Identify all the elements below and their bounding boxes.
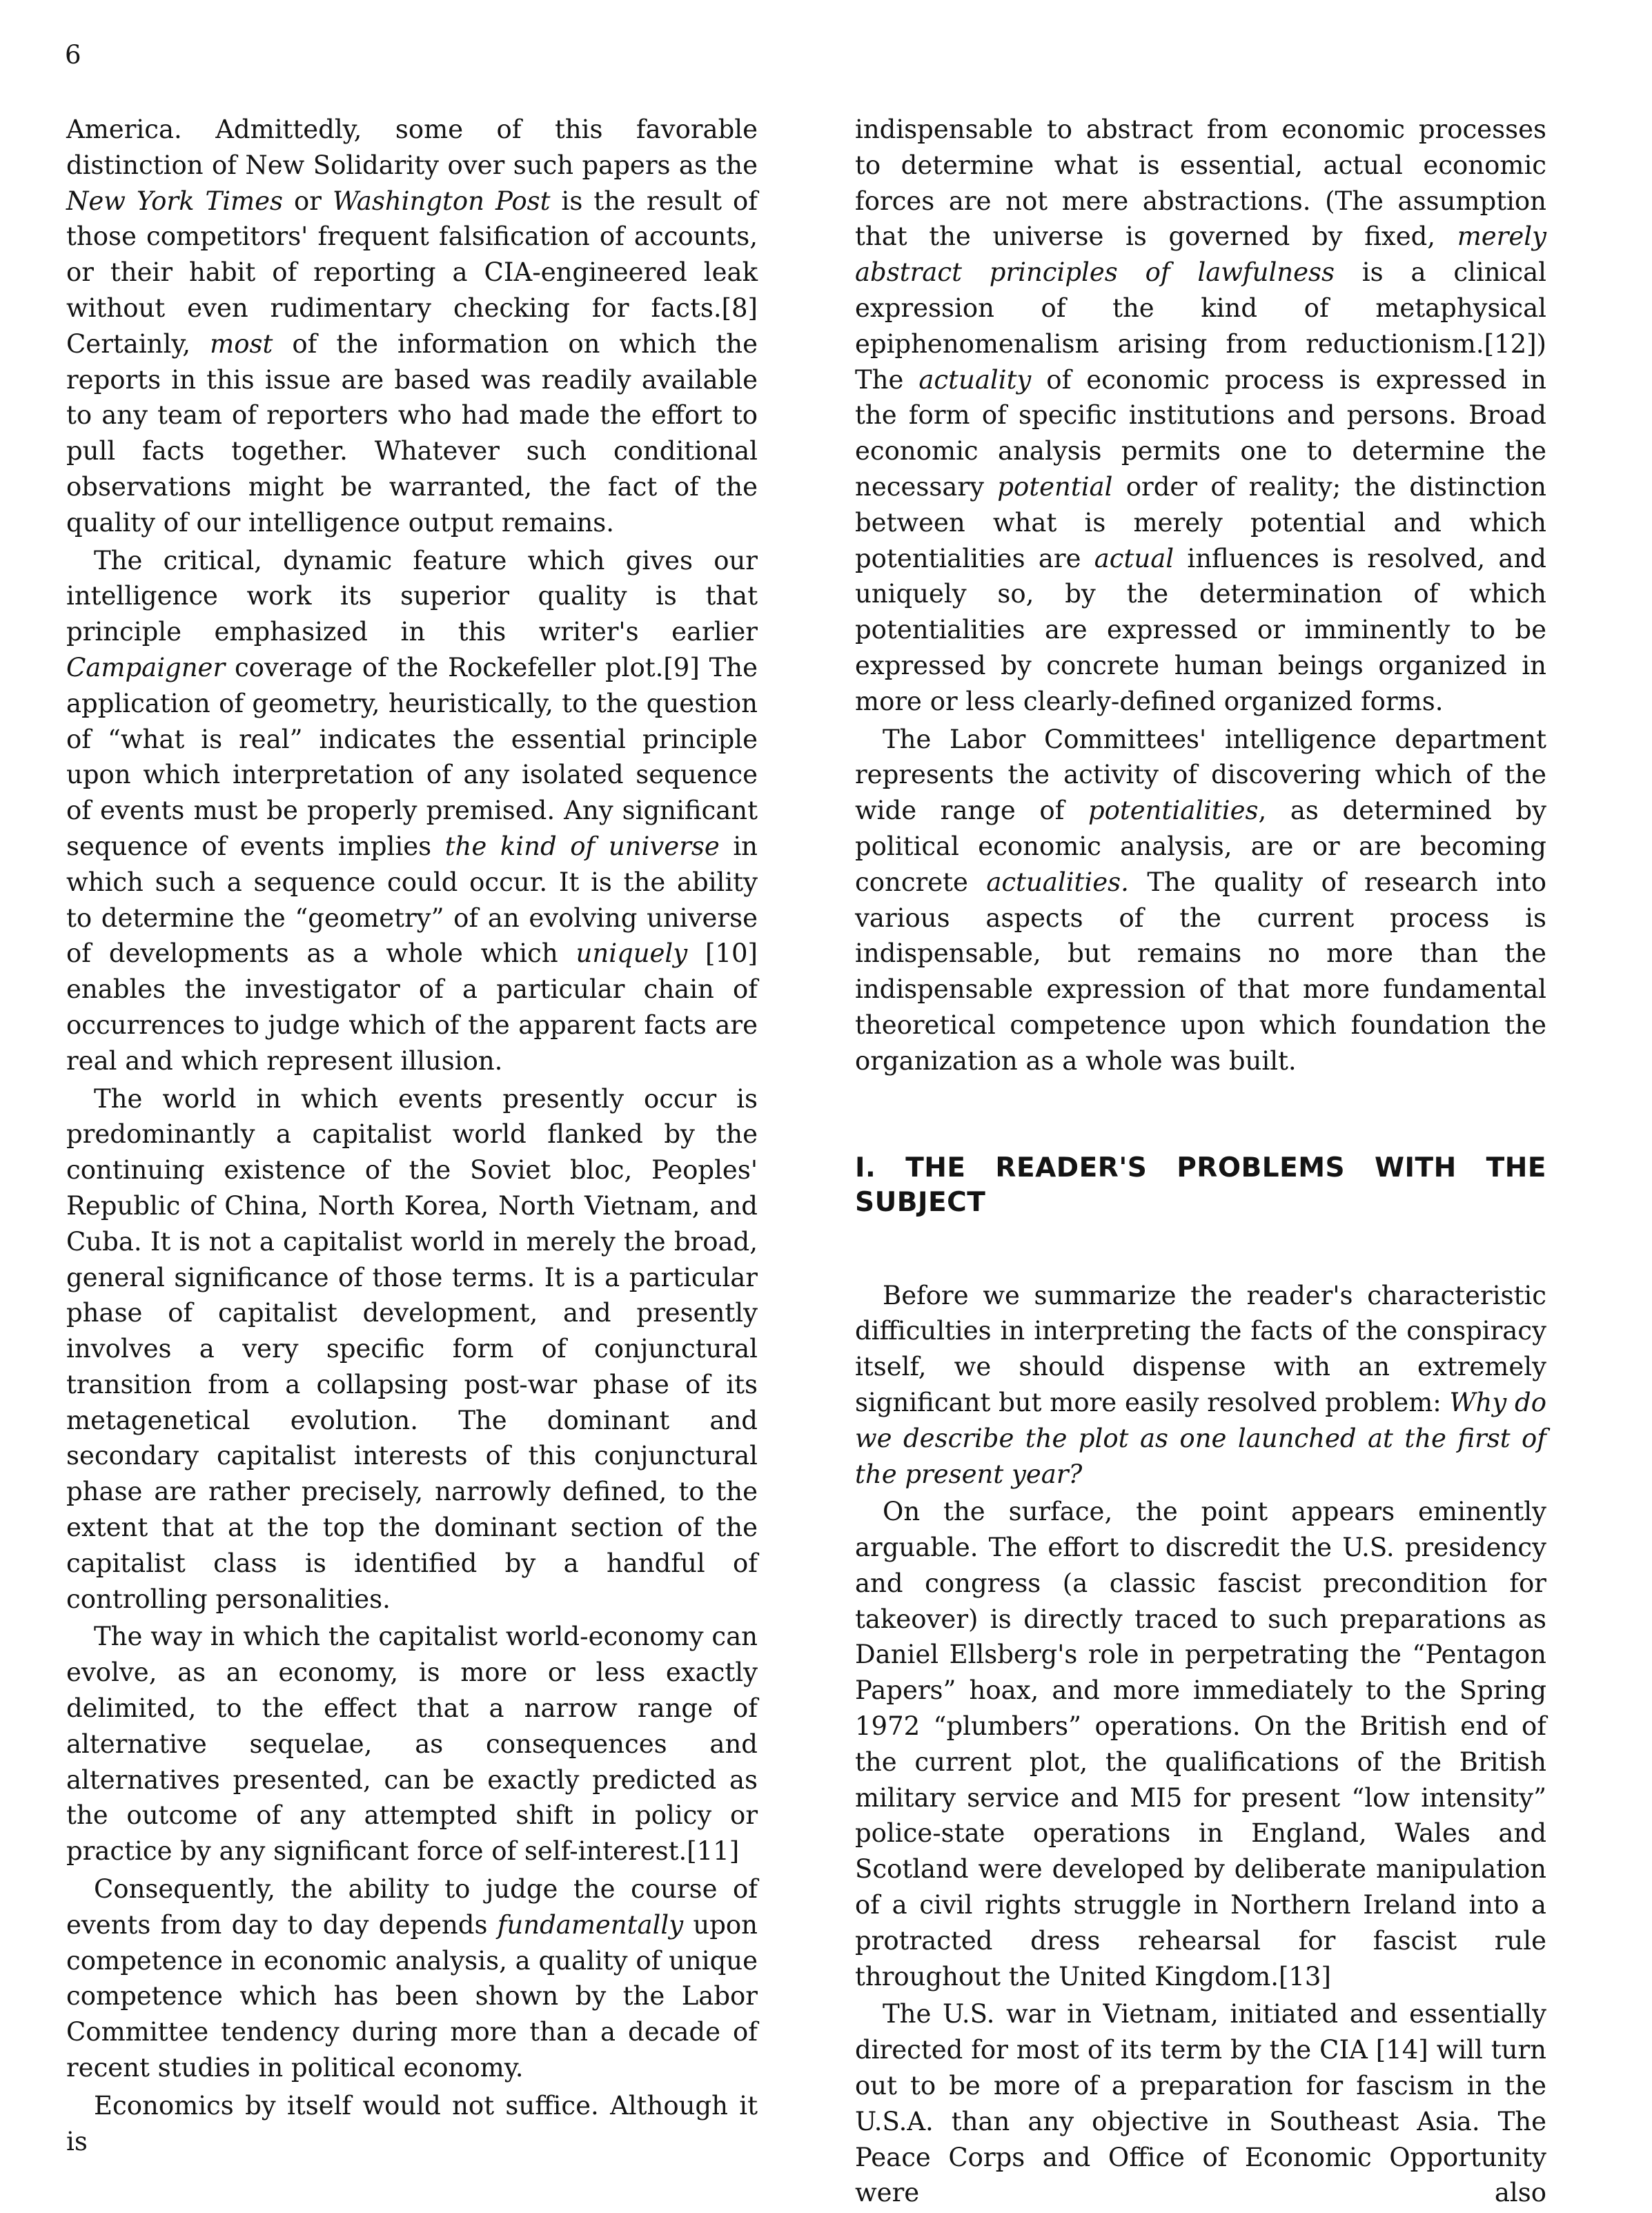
paragraph-left-4: The way in which the capitalist world-economy can evolve, as an economy, is more or less exactly delimited, to the effect that a narrow range of alternative sequelae, as consequences and alternatives presented, can be exactly predicted as the outcome of any attempted shift in policy or practice by any significant force of self-interest.[11] [66,1622,758,1867]
page-number: 6 [65,40,81,70]
paragraph-right-5: The U.S. war in Vietnam, initiated and essentially directed for most of its term by the CIA [14] will turn out to be more of a preparation for fascism in the U.S.A. than any objective in Southeast Asia. The Peace Corps and Office of Economic Opportunity were also [855,1999,1546,2208]
paragraph-left-6: Economics by itself would not suffice. Although it is [66,2090,758,2156]
paragraph-left-5: Consequently, the ability to judge the course of events from day to day depends fundamentally upon competence in economic analysis, a quality of unique competence which has been shown by the Labor Committee tendency during more than a decade of recent studies in political economy. [66,1874,758,2083]
left-column [66,112,758,2161]
paragraph-right-4: On the surface, the point appears eminently arguable. The effort to discredit the U.S. presidency and congress (a classic fascist precondition for takeover) is directly traced to such preparations as Daniel Ellsberg's role in perpetrating the “Pentagon Papers” hoax, and more immediately to the Spring 1972 “plumbers” operations. On the British end of the current plot, the qualifications of the British military service and MI5 for present “low intensity” police-state operations in England, Wales and Scotland were developed by deliberate manipulation of a civil rights struggle in Northern Ireland into a protracted dress rehearsal for fascist rule throughout the United Kingdom.[13] [855,1497,1546,1991]
section-heading: I. THE READER'S PROBLEMS WITH THE SUBJECT [855,1152,1546,1218]
paragraph-right-2: The Labor Committees' intelligence department represents the activity of discovering which of the wide range of potentialities, as determined by political economic analysis, are or are becoming concrete actualities. The quality of research into various aspects of the current process is indispensable, but remains no more than the indispensable expression of that more fundamental theoretical competence upon which foundation the organization as a whole was built. [855,724,1546,1076]
paragraph-left-2: The critical, dynamic feature which gives our intelligence work its superior quality is that principle emphasized in this writer's earlier Campaigner coverage of the Rockefeller plot.[9] The application of geometry, heuristically, to the question of “what is real” indicates the essential principle upon which interpretation of any isolated sequence of events must be properly premised. Any significant sequence of events implies the kind of universe in which such a sequence could occur. It is the ability to determine the “geometry” of an evolving universe of developments as a whole which uniquely [10] enables the investigator of a particular chain of occurrences to judge which of the apparent facts are real and which represent illusion. [66,545,758,1076]
paragraph-left-1: America. Admittedly, some of this favorable distinction of New Solidarity over such papers as the New York Times or Washington Post is the result of those competitors' frequent falsification of accounts, or their habit of reporting a CIA-engineered leak without even rudimentary checking for facts.[8] Certainly, most of the information on which the reports in this issue are based was readily available to any team of reporters who had made the effort to pull facts together. Whatever such conditional observations might be warranted, the fact of the quality of our intelligence output remains. [66,115,758,538]
paragraph-right-3: Before we summarize the reader's characteristic difficulties in interpreting the facts of the conspiracy itself, we should dispense with an extremely significant but more easily resolved problem: Why do we describe the plot as one launched at the first of the present year? [855,1280,1546,1489]
right-column [855,112,1546,2213]
paragraph-left-3: The world in which events presently occur is predominantly a capitalist world flanked by the continuing existence of the Soviet bloc, Peoples' Republic of China, North Korea, North Vietnam, and Cuba. It is not a capitalist world in merely the broad, general significance of those terms. It is a particular phase of capitalist development, and presently involves a very specific form of conjunctural transition from a collapsing post-war phase of its metagenetical evolution. The dominant and secondary capitalist interests of this conjunctural phase are rather precisely, narrowly defined, to the extent that at the top the dominant section of the capitalist class is identified by a handful of controlling personalities. [66,1083,758,1614]
paragraph-right-1: indispensable to abstract from economic processes to determine what is essential, actual economic forces are not mere abstractions. (The assumption that the universe is governed by fixed, merely abstract principles of lawfulness is a clinical expression of the kind of metaphysical epiphenomenalism arising from reductionism.[12]) The actuality of economic process is expressed in the form of specific institutions and persons. Broad economic analysis permits one to determine the necessary potential order of reality; the distinction between what is merely potential and which potentialities are actual influences is resolved, and uniquely so, by the determination of which potentialities are expressed or imminently to be expressed by concrete human beings organized in more or less clearly-defined organized forms. [855,115,1546,716]
